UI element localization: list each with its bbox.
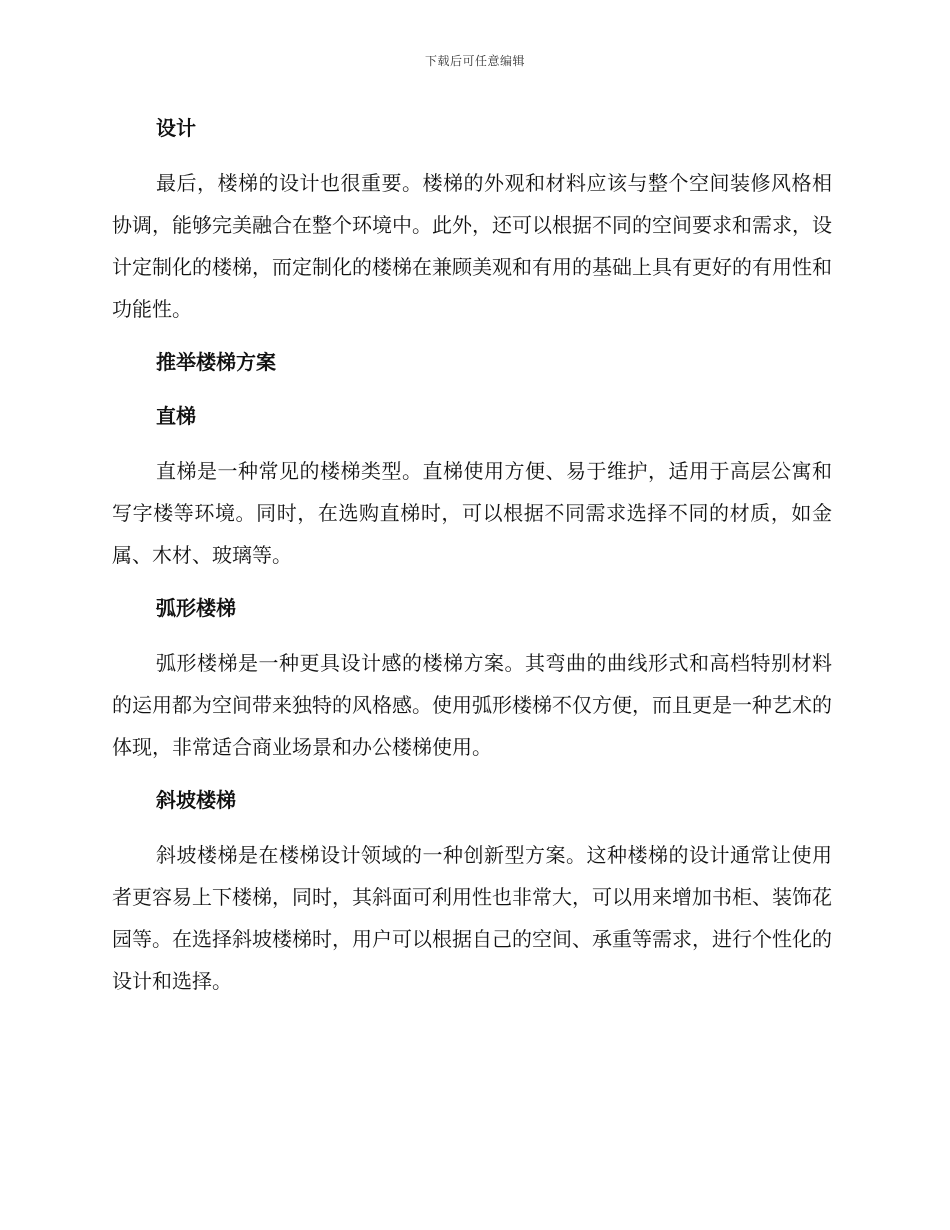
section-heading-arc: 弧形楼梯 bbox=[156, 596, 236, 620]
section-body-straight: 直梯是一种常见的楼梯类型。直梯使用方便、易于维护，适用于高层公寓和写字楼等环境。同时，在选购直梯时，可以根据不同需求选择不同的材质，如金属、木材、玻璃等。 bbox=[112, 459, 832, 567]
section-body-design: 最后，楼梯的设计也很重要。楼梯的外观和材料应该与整个空间装修风格相协调，能够完美融合在整个环境中。此外，还可以根据不同的空间要求和需求，设计定制化的楼梯，而定制化的楼梯在兼顾美观和有用的基础上具有更好的有用性和功能性。 bbox=[112, 171, 832, 321]
section-heading-recommend: 推举楼梯方案 bbox=[156, 350, 276, 374]
page-header-note: 下载后可任意编辑 bbox=[424, 54, 525, 68]
section-heading-slope: 斜坡楼梯 bbox=[156, 788, 236, 812]
section-body-arc: 弧形楼梯是一种更具设计感的楼梯方案。其弯曲的曲线形式和高档特别材料的运用都为空间带来独特的风格感。使用弧形楼梯不仅方便，而且更是一种艺术的体现，非常适合商业场景和办公楼梯使用。 bbox=[112, 651, 832, 759]
section-heading-straight: 直梯 bbox=[156, 404, 196, 428]
document-content bbox=[112, 108, 832, 1002]
section-body-slope: 斜坡楼梯是在楼梯设计领域的一种创新型方案。这种楼梯的设计通常让使用者更容易上下楼梯，同时，其斜面可利用性也非常大，可以用来增加书柜、装饰花园等。在选择斜坡楼梯时，用户可以根据自己的空间、承重等需求，进行个性化的设计和选择。 bbox=[112, 843, 832, 993]
section-heading-design: 设计 bbox=[156, 116, 196, 140]
